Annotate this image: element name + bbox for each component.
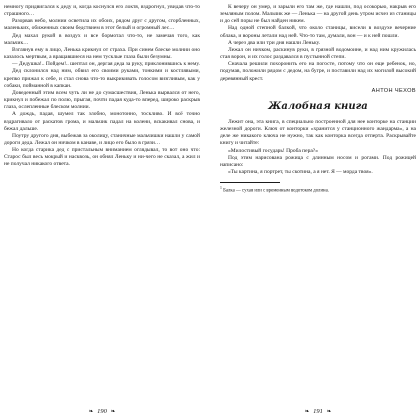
ornament-icon: ❧ bbox=[304, 409, 310, 415]
paragraph: немногу придвигался к деду и, когда коснулся его локтя, вздрогнул, увидав что-то страшного… bbox=[4, 4, 200, 18]
paragraph: «Ты картина, я портрет, ты скотина, а я нет. Я — морда твоя». bbox=[228, 168, 373, 175]
paragraph: Взглянув ему в лицо, Ленька крикнул от страха. При синем блеске молнии оно казалось мертвым, а вращавшиеся на нем тусклые глаза были безумны. bbox=[4, 46, 200, 61]
footnote bbox=[220, 185, 416, 195]
paragraph: Поутру другого дня, выбежав за околицу, станичные мальчишки нашли у самой дороги деда. Лежал он ничком в канаве, и лицо его было в грязи… bbox=[4, 132, 200, 146]
paragraph: Доведенный этим всем чуть ли не до сумасшествия, Ленька вырвался от него, крикнул и побежал по полю, прыгая, почти падая куда-то вперед, широко раскрыв глаза, ослепленные блеском молнии. bbox=[4, 89, 200, 111]
paragraph: К вечеру он умер, и зарыли его там же, где нашли, под осокорью, накрыв его земляным полом. Мальчик же — Ленька — на другой день утром исчез из станицы и до сей поры не был найден никем. bbox=[220, 4, 416, 25]
ornament-icon: ❧ bbox=[88, 409, 94, 415]
paragraph: Лежит она, эта книга, в специально построенной для нее конторке на станции железной дороги. Ключ от конторки «хранится у станционного жандарма», а на деле же никакого ключа не нужно, так как конторка всегда отперта. Раскрывайте книгу и читайте: bbox=[220, 118, 416, 147]
footnote-mark: 1 bbox=[220, 186, 222, 191]
paragraph: Над одной степной балкой, что около станицы, висели в воздухе вечерние облака, и вороны летали над ней. Что-то там, думали, вон — и к ней пошли. bbox=[220, 25, 416, 39]
page-number: 191 bbox=[313, 408, 323, 415]
story-title: Жалобная книга bbox=[268, 100, 368, 112]
paragraph: Под этим нарисована рожица с длинным носом и рогами. Под рожицей написано: bbox=[220, 154, 416, 168]
page-number-right bbox=[220, 408, 416, 416]
footnote-text: Балка — сухая или с временным водотоком долина. bbox=[223, 188, 329, 194]
page-number: 190 bbox=[97, 408, 107, 415]
paragraph: А дождь, падая, шумел так злобно, монотонно, тоскливо. И всё точно вздрагивало от раскатов грома, и мальчик падал на колени, вскакивал снова, и бежал дальше. bbox=[4, 111, 200, 132]
paragraph: Сначала решили похоронить его на погосте, потому что он еще ребенок, но, подумав, положили рядом с дедом, на бугре, и поставили над их могилой высокий деревянный крест. bbox=[220, 61, 416, 82]
paragraph: Дед склонился над ним, обвил его своими руками, тонкими и костлявыми, крепко прижал к себе, и стал снова что-то выкрикивать голосом визгливым, как у собаки, пойманной в капкан. bbox=[4, 68, 200, 89]
paragraph: Лежал он ничком, раскинув руки, в грязной водомоине, и над ним кружилась стая ворон, и их голос раздавался в пустынной степи. bbox=[220, 46, 416, 61]
right-page bbox=[220, 4, 416, 396]
ornament-icon: ❧ bbox=[110, 409, 116, 415]
paragraph: — Дедушка!.. Пойдем!.. шептал он, дергая деда за руку, приклонившись к нему. bbox=[12, 61, 200, 68]
paragraph: Разорвав небо, молнии осветила их обоих, рядом друг с другом, сгорбленных, маленьких, обиженных своим бедствием в этот белый и огромный лес… bbox=[4, 18, 200, 32]
ornament-icon: ❧ bbox=[326, 409, 332, 415]
page-number-left bbox=[4, 408, 200, 416]
paragraph: А через два или три дня нашли Леньку. bbox=[228, 39, 321, 46]
paragraph: Но когда старика дед с пристальным вниманием оглядывал, то вот оно что: Старос был весь мокрый и насквозь, он обнял Леньку и ни-чего не сказал, а жил и не получал никакого ответа. bbox=[4, 147, 200, 168]
footnote-divider bbox=[220, 182, 280, 183]
paragraph: Дед махал рукой в воздух и все бормотал что-то, не замечая того, как мальчик… bbox=[4, 32, 200, 46]
author-name: АНТОН ЧЕХОВ bbox=[371, 87, 416, 94]
left-page bbox=[4, 4, 200, 396]
paragraph: «Милостивый государь! Проба пера?» bbox=[228, 147, 318, 154]
